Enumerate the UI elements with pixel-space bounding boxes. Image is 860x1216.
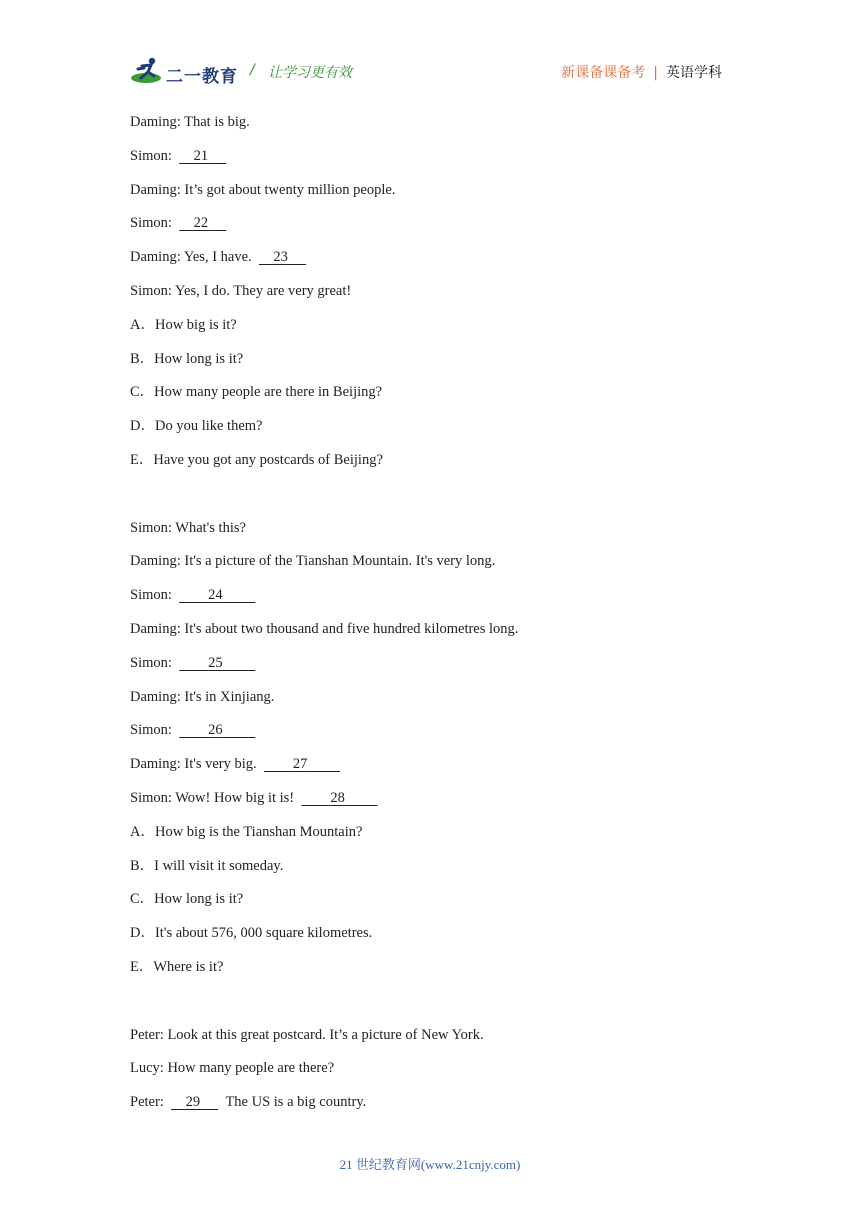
dialogue-line <box>130 1059 730 1077</box>
speaker: Simon: <box>130 587 172 604</box>
dialogue-line <box>130 654 730 672</box>
speaker: Simon: <box>130 147 172 164</box>
speaker: Daming: <box>130 756 181 773</box>
answer-blank: 27 <box>292 756 308 773</box>
line-text: How many people are there? <box>167 1060 335 1077</box>
dialogue-line <box>130 789 730 807</box>
line-text: Look at this great postcard. It’s a picture of New York. <box>167 1026 484 1043</box>
speaker: Simon: <box>130 282 172 299</box>
dialogue-line <box>130 620 730 638</box>
line-text: It's a picture of the Tianshan Mountain. It's very long. <box>184 553 496 570</box>
speaker: Lucy: <box>130 1060 164 1077</box>
speaker: Daming: <box>130 620 181 637</box>
page-header <box>130 54 730 90</box>
document-body <box>130 113 730 1127</box>
speaker: Simon: <box>130 519 172 536</box>
slogan-slash: / <box>250 62 255 78</box>
runner-logo-icon <box>130 56 166 86</box>
dialogue-line <box>130 552 730 570</box>
dialogue-line <box>130 586 730 604</box>
dialogue-line <box>130 248 730 266</box>
logo <box>130 56 240 86</box>
answer-blank: 23 <box>273 249 288 266</box>
line-text: The US is a big country. <box>225 1094 367 1111</box>
line-text: It’s got about twenty million people. <box>184 181 396 198</box>
option-d: D．Do you like them? <box>130 418 263 435</box>
header-right <box>561 62 722 82</box>
dialogue-line <box>130 688 730 706</box>
dialogue-line <box>130 721 730 739</box>
speaker: Daming: <box>130 553 181 570</box>
header-tag: 新课备课备考 <box>561 65 646 81</box>
speaker: Simon: <box>130 722 172 739</box>
line-text: Wow! How big it is! <box>175 789 295 806</box>
header-separator: | <box>653 65 658 81</box>
speaker: Daming: <box>130 249 181 266</box>
option-a: A．How big is it? <box>130 316 237 333</box>
speaker: Simon: <box>130 789 172 806</box>
dialogue-line <box>130 147 730 165</box>
line-text: That is big. <box>184 114 250 130</box>
option-e: E．Have you got any postcards of Beijing? <box>130 451 383 468</box>
answer-blank: 25 <box>208 654 223 671</box>
line-text: Yes, I do. They are very great! <box>175 282 352 299</box>
line-text: What's this? <box>175 519 246 536</box>
line-text: Yes, I have. <box>183 249 252 266</box>
option-c: C．How long is it? <box>130 891 244 908</box>
answer-blank: 26 <box>208 722 223 739</box>
line-text: It's very big. <box>184 756 257 773</box>
option-b: B．How long is it? <box>130 350 244 367</box>
option-c: C．How many people are there in Beijing? <box>130 384 383 401</box>
speaker: Peter: <box>130 1094 164 1111</box>
line-text: It's in Xinjiang. <box>184 688 275 705</box>
dialogue-line <box>130 519 730 537</box>
speaker: Peter: <box>130 1026 164 1043</box>
logo-text: 二一教育 <box>166 67 238 87</box>
answer-blank: 22 <box>193 215 209 232</box>
answer-blank: 24 <box>208 587 223 604</box>
dialogue-line <box>130 214 730 232</box>
dialogue-line <box>130 755 730 773</box>
dialogue-line <box>130 113 730 131</box>
slogan: 让学习更有效 <box>268 65 352 81</box>
option-d: D．It's about 576, 000 square kilometres. <box>130 925 373 942</box>
page-footer: 21 世纪教育网(www.21cnjy.com) <box>339 1157 521 1172</box>
dialogue-line <box>130 282 730 300</box>
speaker: Simon: <box>130 215 172 232</box>
dialogue-line <box>130 181 730 199</box>
speaker: Daming: <box>130 181 181 198</box>
answer-blank: 29 <box>185 1094 201 1111</box>
speaker: Daming: <box>130 688 181 705</box>
option-b: B．I will visit it someday. <box>130 857 284 874</box>
option-e: E．Where is it? <box>130 958 224 975</box>
header-subject: 英语学科 <box>666 65 722 81</box>
dialogue-line <box>130 1026 730 1044</box>
answer-blank: 28 <box>330 789 345 806</box>
speaker: Simon: <box>130 654 172 671</box>
speaker: Daming: <box>130 114 181 130</box>
dialogue-line <box>130 1093 730 1111</box>
line-text: It's about two thousand and five hundred kilometres long. <box>184 620 519 637</box>
answer-blank: 21 <box>193 147 209 164</box>
option-a: A．How big is the Tianshan Mountain? <box>130 823 363 840</box>
